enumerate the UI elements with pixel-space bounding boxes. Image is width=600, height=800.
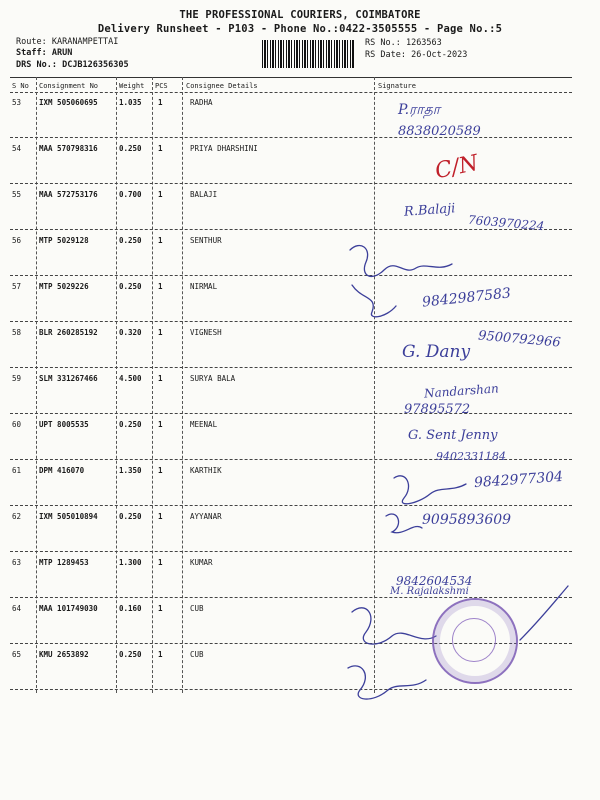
route-label: Route:	[16, 37, 47, 47]
cell-pcs: 1	[158, 650, 163, 659]
cell-weight: 4.500	[119, 374, 142, 383]
drs-label: DRS No.:	[16, 60, 57, 70]
cell-consignment-no: MTP 5029226	[39, 282, 89, 291]
cell-weight: 0.250	[119, 236, 142, 245]
signature-53-phone: 8838020589	[398, 124, 481, 139]
rs-no-label: RS No.:	[365, 38, 401, 48]
col-header-weight: Weight	[119, 82, 145, 90]
cell-consignee: CUB	[190, 650, 204, 659]
signature-62-scribble	[386, 514, 422, 533]
cell-pcs: 1	[158, 604, 163, 613]
signature-60-phone: 9402331184	[436, 450, 506, 463]
cell-weight: 0.700	[119, 190, 142, 199]
cell-consignment-no: UPT 8005535	[39, 420, 89, 429]
cell-consignment-no: IXM 505060695	[39, 98, 98, 107]
cell-consignee: SURYA BALA	[190, 374, 236, 383]
cell-sno: 58	[12, 328, 22, 337]
rs-date-value: 26-Oct-2023	[411, 50, 468, 60]
cell-pcs: 1	[158, 236, 163, 245]
cell-sno: 65	[12, 650, 22, 659]
signature-64-scribble	[352, 608, 436, 644]
cell-consignment-no: MAA 570798316	[39, 144, 98, 153]
cell-pcs: 1	[158, 512, 163, 521]
cell-pcs: 1	[158, 190, 163, 199]
cell-sno: 60	[12, 420, 22, 429]
col-header-consignee: Consignee Details	[186, 82, 258, 90]
cell-pcs: 1	[158, 466, 163, 475]
signature-62-phone: 9095893609	[422, 512, 512, 528]
cell-pcs: 1	[158, 374, 163, 383]
signature-55-phone: 7603970224	[467, 212, 545, 234]
cell-sno: 61	[12, 466, 22, 475]
signature-59-name: Nandarshan	[423, 381, 500, 401]
signature-57-scribble	[352, 285, 396, 317]
cell-weight: 0.250	[119, 650, 142, 659]
rs-date-label: RS Date:	[365, 50, 406, 60]
signature-60-name: G. Sent Jenny	[408, 428, 498, 443]
col-header-sno: S No	[12, 82, 29, 90]
cell-sno: 56	[12, 236, 22, 245]
cell-weight: 0.320	[119, 328, 142, 337]
cell-weight: 1.350	[119, 466, 142, 475]
cell-weight: 0.250	[119, 420, 142, 429]
signature-64-tail	[520, 586, 568, 640]
route-value: KARANAMPETTAI	[51, 37, 119, 47]
cell-weight: 0.250	[119, 282, 142, 291]
cell-consignment-no: IXM 505010894	[39, 512, 98, 521]
cell-weight: 1.300	[119, 558, 142, 567]
drs-value: DCJB126356305	[62, 60, 129, 70]
cell-consignee: CUB	[190, 604, 204, 613]
cell-consignment-no: MAA 101749030	[39, 604, 98, 613]
signature-63-name: M. Rajalakshmi	[390, 586, 469, 597]
signature-56-scribble	[350, 246, 452, 277]
company-title: THE PROFESSIONAL COURIERS, COIMBATORE	[179, 9, 421, 21]
signature-55-name: R.Balaji	[403, 201, 456, 220]
cell-consignee: RADHA	[190, 98, 213, 107]
cell-sno: 57	[12, 282, 22, 291]
cell-consignment-no: MTP 5029128	[39, 236, 89, 245]
signature-54-mark: C/N	[432, 150, 481, 185]
cell-sno: 53	[12, 98, 22, 107]
signature-61-phone: 9842977304	[473, 468, 564, 492]
cell-consignment-no: KMU 2653892	[39, 650, 89, 659]
signature-58-phone: 9500792966	[477, 328, 562, 351]
col-header-signature: Signature	[378, 82, 416, 90]
cell-weight: 0.250	[119, 512, 142, 521]
signature-59-phone: 97895572	[404, 402, 471, 417]
staff-value: ARUN	[51, 48, 73, 58]
cell-sno: 64	[12, 604, 22, 613]
signature-63-phone: 9842604534	[396, 574, 473, 588]
cell-consignee: SENTHUR	[190, 236, 222, 245]
cell-weight: 0.160	[119, 604, 142, 613]
cell-pcs: 1	[158, 282, 163, 291]
cell-consignee: PRIYA DHARSHINI	[190, 144, 258, 153]
cell-consignee: NIRMAL	[190, 282, 218, 291]
cell-consignee: BALAJI	[190, 190, 218, 199]
cell-sno: 54	[12, 144, 22, 153]
cell-consignee: VIGNESH	[190, 328, 222, 337]
cell-consignee: KARTHIK	[190, 466, 222, 475]
signature-58-name: G. Dany	[402, 342, 471, 362]
cell-pcs: 1	[158, 420, 163, 429]
signature-53-name: P.ராதா	[398, 102, 441, 118]
cell-weight: 1.035	[119, 98, 142, 107]
cell-consignment-no: MTP 1289453	[39, 558, 89, 567]
cell-sno: 62	[12, 512, 22, 521]
cell-consignment-no: SLM 331267466	[39, 374, 98, 383]
runsheet-title: Delivery Runsheet - P103 - Phone No.:0422-3505555 - Page No.:5	[97, 23, 503, 35]
cell-weight: 0.250	[119, 144, 142, 153]
official-stamp	[432, 598, 518, 684]
cell-sno: 63	[12, 558, 22, 567]
cell-consignment-no: DPM 416070	[39, 466, 85, 475]
cell-consignee: MEENAL	[190, 420, 218, 429]
signature-65-scribble	[348, 666, 426, 699]
cell-consignment-no: MAA 572753176	[39, 190, 98, 199]
staff-label: Staff:	[16, 48, 47, 58]
cell-sno: 59	[12, 374, 22, 383]
cell-pcs: 1	[158, 98, 163, 107]
cell-pcs: 1	[158, 144, 163, 153]
cell-consignee: AYYANAR	[190, 512, 222, 521]
cell-pcs: 1	[158, 558, 163, 567]
cell-pcs: 1	[158, 328, 163, 337]
rs-no-value: 1263563	[405, 38, 442, 48]
signature-61-scribble	[394, 476, 466, 504]
col-header-pcs: PCS	[155, 82, 168, 90]
cell-consignee: KUMAR	[190, 558, 213, 567]
cell-sno: 55	[12, 190, 22, 199]
col-header-consignment: Consignment No	[39, 82, 99, 90]
cell-consignment-no: BLR 260285192	[39, 328, 98, 337]
signature-57-phone: 9842987583	[421, 285, 512, 311]
